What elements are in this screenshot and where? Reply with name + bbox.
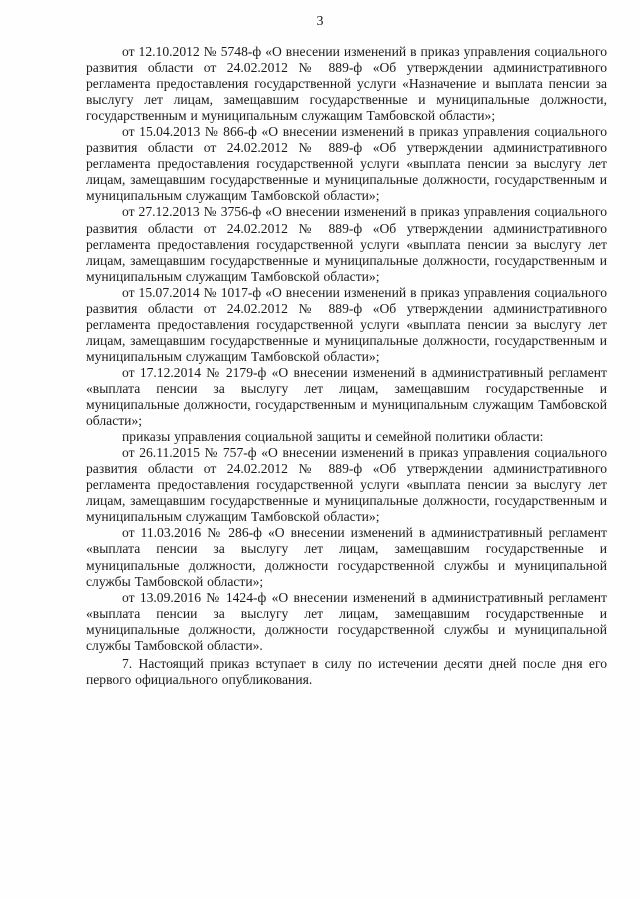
paragraph-order-1017: от 15.07.2014 № 1017-ф «О внесении изменений в приказ управления социального развития области от 24.02.2012 № 889-ф «Об утверждении административного регламента предоставления государственной услуги «выплата пенсии за выслугу лет лицам, замещавшим государственные и муниципальные должности, государственным и муниципальным служащим Тамбовской области»;: [86, 284, 607, 364]
paragraph-order-286: от 11.03.2016 № 286-ф «О внесении изменений в административный регламент «выплата пенсии за выслугу лет лицам, замещавшим государственные и муниципальные должности, должности государственной службы и муниципальной службы Тамбовской области»;: [86, 525, 607, 589]
paragraph-order-2179: от 17.12.2014 № 2179-ф «О внесении изменений в административный регламент «выплата пенсии за выслугу лет лицам, замещавшим государственные и муниципальные должности, государственным и муниципальным служащим Тамбовской области»;: [86, 364, 607, 429]
paragraph-orders-intro: приказы управления социальной защиты и семейной политики области:: [122, 429, 544, 445]
paragraph-order-1424: от 13.09.2016 № 1424-ф «О внесении изменений в административный регламент «выплата пенсии за выслугу лет лицам, замещавшим государственные и муниципальные должности, должности государственной службы и муниципальной службы Тамбовской области».: [86, 589, 607, 653]
paragraph-order-3756: от 27.12.2013 № 3756-ф «О внесении изменений в приказ управления социального развития области от 24.02.2012 № 889-ф «Об утверждении административного регламента предоставления государственной услуги «выплата пенсии за выслугу лет лицам, замещавшим государственные и муниципальные должности, государственным и муниципальным служащим Тамбовской области»;: [86, 204, 607, 284]
document-body: [86, 44, 607, 688]
page-number: 3: [316, 14, 324, 29]
paragraph-order-866: от 15.04.2013 № 866-ф «О внесении изменений в приказ управления социального развития области от 24.02.2012 № 889-ф «Об утверждении административного регламента предоставления государственной услуги «выплата пенсии за выслугу лет лицам, замещавшим государственные и муниципальные должности, государственным и муниципальным служащим Тамбовской области»;: [86, 124, 607, 204]
paragraph-effective-date: 7. Настоящий приказ вступает в силу по истечении десяти дней после дня его первого официального опубликования.: [86, 655, 607, 687]
paragraph-order-5748: от 12.10.2012 № 5748-ф «О внесении изменений в приказ управления социального развития области от 24.02.2012 № 889-ф «Об утверждении административного регламента предоставления государственной услуги «Назначение и выплата пенсии за выслугу лет лицам, замещавшим государственные и муниципальные должности, государственным и муниципальным служащим Тамбовской области»;: [86, 44, 607, 124]
paragraph-order-757: от 26.11.2015 № 757-ф «О внесении изменений в приказ управления социального развития области от 24.02.2012 № 889-ф «Об утверждении административного регламента предоставления государственной услуги «выплата пенсии за выслугу лет лицам, замещавшим государственные и муниципальные должности, государственным и муниципальным служащим Тамбовской области»;: [86, 445, 607, 525]
